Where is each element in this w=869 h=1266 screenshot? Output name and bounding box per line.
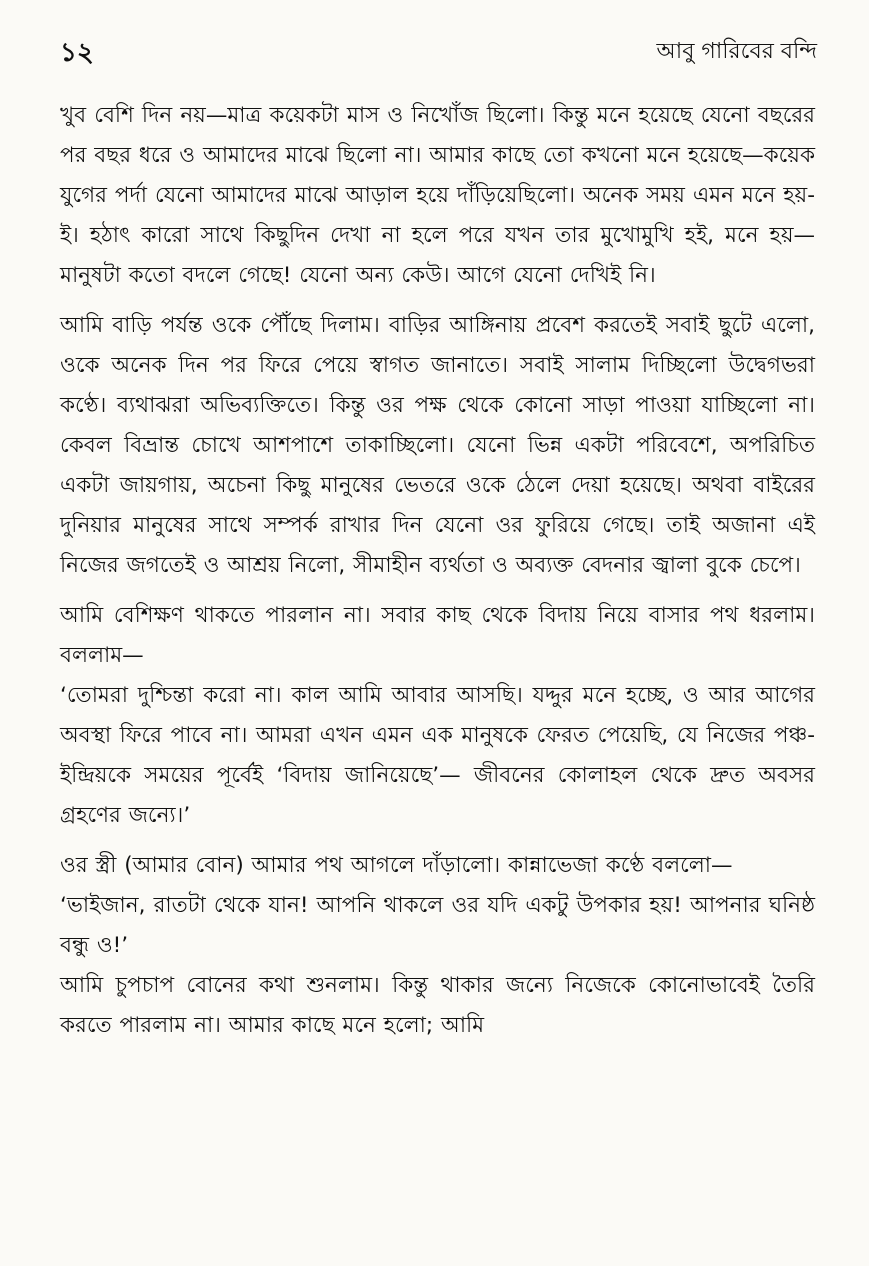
body-text [60, 96, 815, 1046]
page-number: ১২ [60, 38, 94, 68]
page-header [60, 28, 817, 68]
paragraph-7: আমি চুপচাপ বোনের কথা শুনলাম। কিন্তু থাকার জন্যে নিজেকে কোনোভাবেই তৈরি করতে পারলাম না। আমার কাছে মনে হলো; আমি [60, 973, 815, 1038]
paragraph-4-quote: ‘তোমরা দুশ্চিন্তা করো না। কাল আমি আবার আসছি। যদ্দুর মনে হচ্ছে, ও আর আগের অবস্থা ফিরে পাবে না। আমরা এখন এমন এক মানুষকে ফেরত পেয়েছি, যে নিজের পঞ্চ-ইন্দ্রিয়কে সময়ের পূর্বেই ‘বিদায় জানিয়েছে’— জীবনের কোলাহল থেকে দ্রুত অবসর গ্রহণের জন্যে।’ [60, 683, 815, 828]
paragraph-5: ওর স্ত্রী (আমার বোন) আমার পথ আগলে দাঁড়ালো। কান্নাভেজা কণ্ঠে বললো— [60, 853, 733, 878]
paragraph-2: আমি বাড়ি পর্যন্ত ওকে পৌঁছে দিলাম। বাড়ির আঙ্গিনায় প্রবেশ করতেই সবাই ছুটে এলো, ওকে অনেক দিন পর ফিরে পেয়ে স্বাগত জানাতে। সবাই সালাম দিচ্ছিলো উদ্বেগভরা কণ্ঠে। ব্যথাঝরা অভিব্যক্তিতে। কিন্তু ওর পক্ষ থেকে কোনো সাড়া পাওয়া যাচ্ছিলো না। কেবল বিভ্রান্ত চোখে আশপাশে তাকাচ্ছিলো। যেনো ভিন্ন একটা পরিবেশে, অপরিচিত একটা জায়গায়, অচেনা কিছু মানুষের ভেতরে ওকে ঠেলে দেয়া হয়েছে। অথবা বাইরের দুনিয়ার মানুষের সাথে সম্পর্ক রাখার দিন যেনো ওর ফুরিয়ে গেছে। তাই অজানা এই নিজের জগতেই ও আশ্রয় নিলো, সীমাহীন ব্যর্থতা ও অব্যক্ত বেদনার জ্বালা বুকে চেপে। [60, 313, 815, 578]
running-title: আবু গারিবের বন্দি [656, 39, 817, 64]
paragraph-6-quote: ‘ভাইজান, রাতটা থেকে যান! আপনি থাকলে ওর যদি একটু উপকার হয়! আপনার ঘনিষ্ঠ বন্ধু ও!’ [60, 893, 815, 958]
paragraph-3: আমি বেশিক্ষণ থাকতে পারলান না। সবার কাছ থেকে বিদায় নিয়ে বাসার পথ ধরলাম। বললাম— [60, 603, 815, 668]
paragraph-1: খুব বেশি দিন নয়—মাত্র কয়েকটা মাস ও নিখোঁজ ছিলো। কিন্তু মনে হয়েছে যেনো বছরের পর বছর ধরে ও আমাদের মাঝে ছিলো না। আমার কাছে তো কখনো মনে হয়েছে—কয়েক যুগের পর্দা যেনো আমাদের মাঝে আড়াল হয়ে দাঁড়িয়েছিলো। অনেক সময় এমন মনে হয়-ই। হঠাৎ কারো সাথে কিছুদিন দেখা না হলে পরে যখন তার মুখোমুখি হই, মনে হয়—মানুষটা কতো বদলে গেছে! যেনো অন্য কেউ। আগে যেনো দেখিই নি। [60, 103, 815, 288]
